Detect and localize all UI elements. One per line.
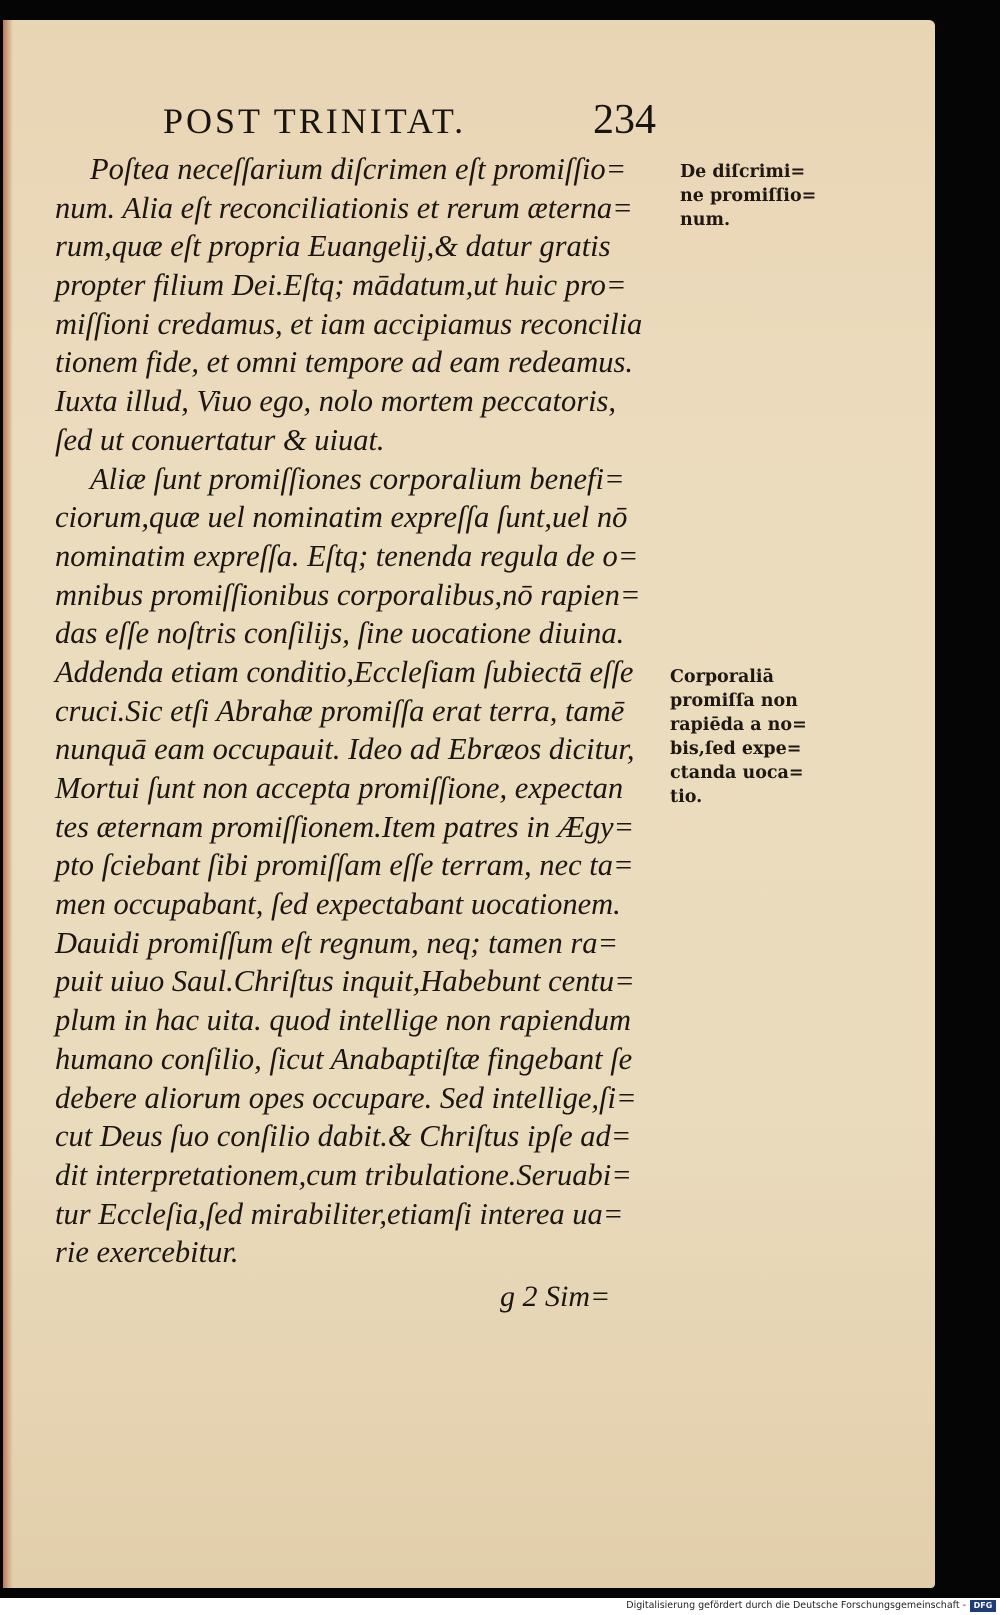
margin-note-line: ne promiſſio=	[680, 186, 817, 206]
text-line: tes æternam promiſſionem.Item patres in Ægy=	[55, 809, 635, 844]
margin-note-line: Corporaliā	[670, 667, 774, 687]
text-line: Mortui ſunt non accepta promiſſione, expectan	[55, 771, 624, 805]
text-line: tionem fide, et omni tempore ad eam redeamus.	[55, 345, 633, 380]
text-line: miſſioni credamus, et iam accipiamus reconcilia	[55, 306, 643, 341]
text-line: plum in hac uita. quod intellige non rapiendum	[55, 1003, 632, 1038]
text-line: Poſtea neceſſarium diſcrimen eſt promiſſio=	[90, 152, 627, 186]
text-line: mnibus promiſſionibus corporalibus,nō rapien=	[55, 577, 641, 612]
margin-note-line: tio.	[670, 787, 703, 807]
margin-note-line: De diſcrimi=	[680, 162, 806, 182]
running-title: POST TRINITAT.	[163, 101, 467, 141]
text-line: das eſſe noſtris conſilijs, ſine uocatione diuina.	[55, 616, 625, 651]
text-line: ciorum,quæ uel nominatim expreſſa ſunt,uel nō	[55, 500, 628, 535]
dfg-logo: DFG	[970, 1600, 996, 1612]
text-line: dit interpretationem,cum tribulatione.Seruabi=	[55, 1157, 632, 1192]
text-line: men occupabant, ſed expectabant uocationem.	[55, 887, 621, 922]
margin-note-line: promiſſa non	[670, 691, 798, 711]
text-line: propter filium Dei.Eſtq; mādatum,ut huic pro=	[55, 268, 627, 303]
digitization-credit: Digitalisierung gefördert durch die Deutsche Forschungsgemeinschaft -	[626, 1600, 966, 1611]
text-line: Iuxta illud, Viuo ego, nolo mortem peccatoris,	[55, 384, 617, 419]
margin-note-line: rapiēda a no=	[670, 715, 807, 735]
margin-note-line: ctanda uoca=	[670, 763, 804, 783]
text-line: rum,quæ eſt propria Euangelij,& datur gratis	[55, 229, 611, 264]
text-line: tur Eccleſia,ſed mirabiliter,etiamſi interea ua=	[55, 1196, 624, 1231]
text-line: cruci.Sic etſi Abrahæ promiſſa erat terra, tamē	[55, 693, 625, 728]
text-line: cut Deus ſuo conſilio dabit.& Chriſtus ipſe ad=	[55, 1119, 632, 1154]
main-text-block	[55, 150, 665, 1272]
text-line: ſed ut conuertatur & uiuat.	[55, 422, 385, 457]
page-number: 234	[593, 97, 656, 143]
margin-note-corporalia	[670, 665, 807, 809]
text-line: Aliæ ſunt promiſſiones corporalium benefi=	[90, 461, 625, 496]
text-line: debere aliorum opes occupare. Sed intellige,ſi=	[55, 1080, 637, 1115]
text-line: nominatim expreſſa. Eſtq; tenenda regula de o=	[55, 538, 639, 573]
text-line: nunquā eam occupauit. Ideo ad Ebræos dicitur,	[55, 732, 635, 767]
text-line: pto ſciebant ſibi promiſſam eſſe terram, nec ta=	[55, 848, 634, 883]
text-line: puit uiuo Saul.Chriſtus inquit,Habebunt centu=	[55, 964, 635, 999]
margin-note-discrimine	[680, 160, 816, 232]
page-edge	[3, 20, 13, 1588]
margin-note-line: bis,ſed expe=	[670, 739, 802, 759]
catchword: g 2 Sim=	[500, 1280, 611, 1313]
text-line: num. Alia eſt reconciliationis et rerum æterna=	[55, 190, 633, 225]
margin-note-line: num.	[680, 210, 731, 230]
text-line: rie exercebitur.	[55, 1235, 239, 1270]
text-line: Addenda etiam conditio,Eccleſiam ſubiectā eſſe	[55, 654, 634, 689]
text-line: Dauidi promiſſum eſt regnum, neq; tamen ra=	[55, 925, 619, 960]
text-line: humano conſilio, ſicut Anabaptiſtæ fingebant ſe	[55, 1041, 633, 1076]
